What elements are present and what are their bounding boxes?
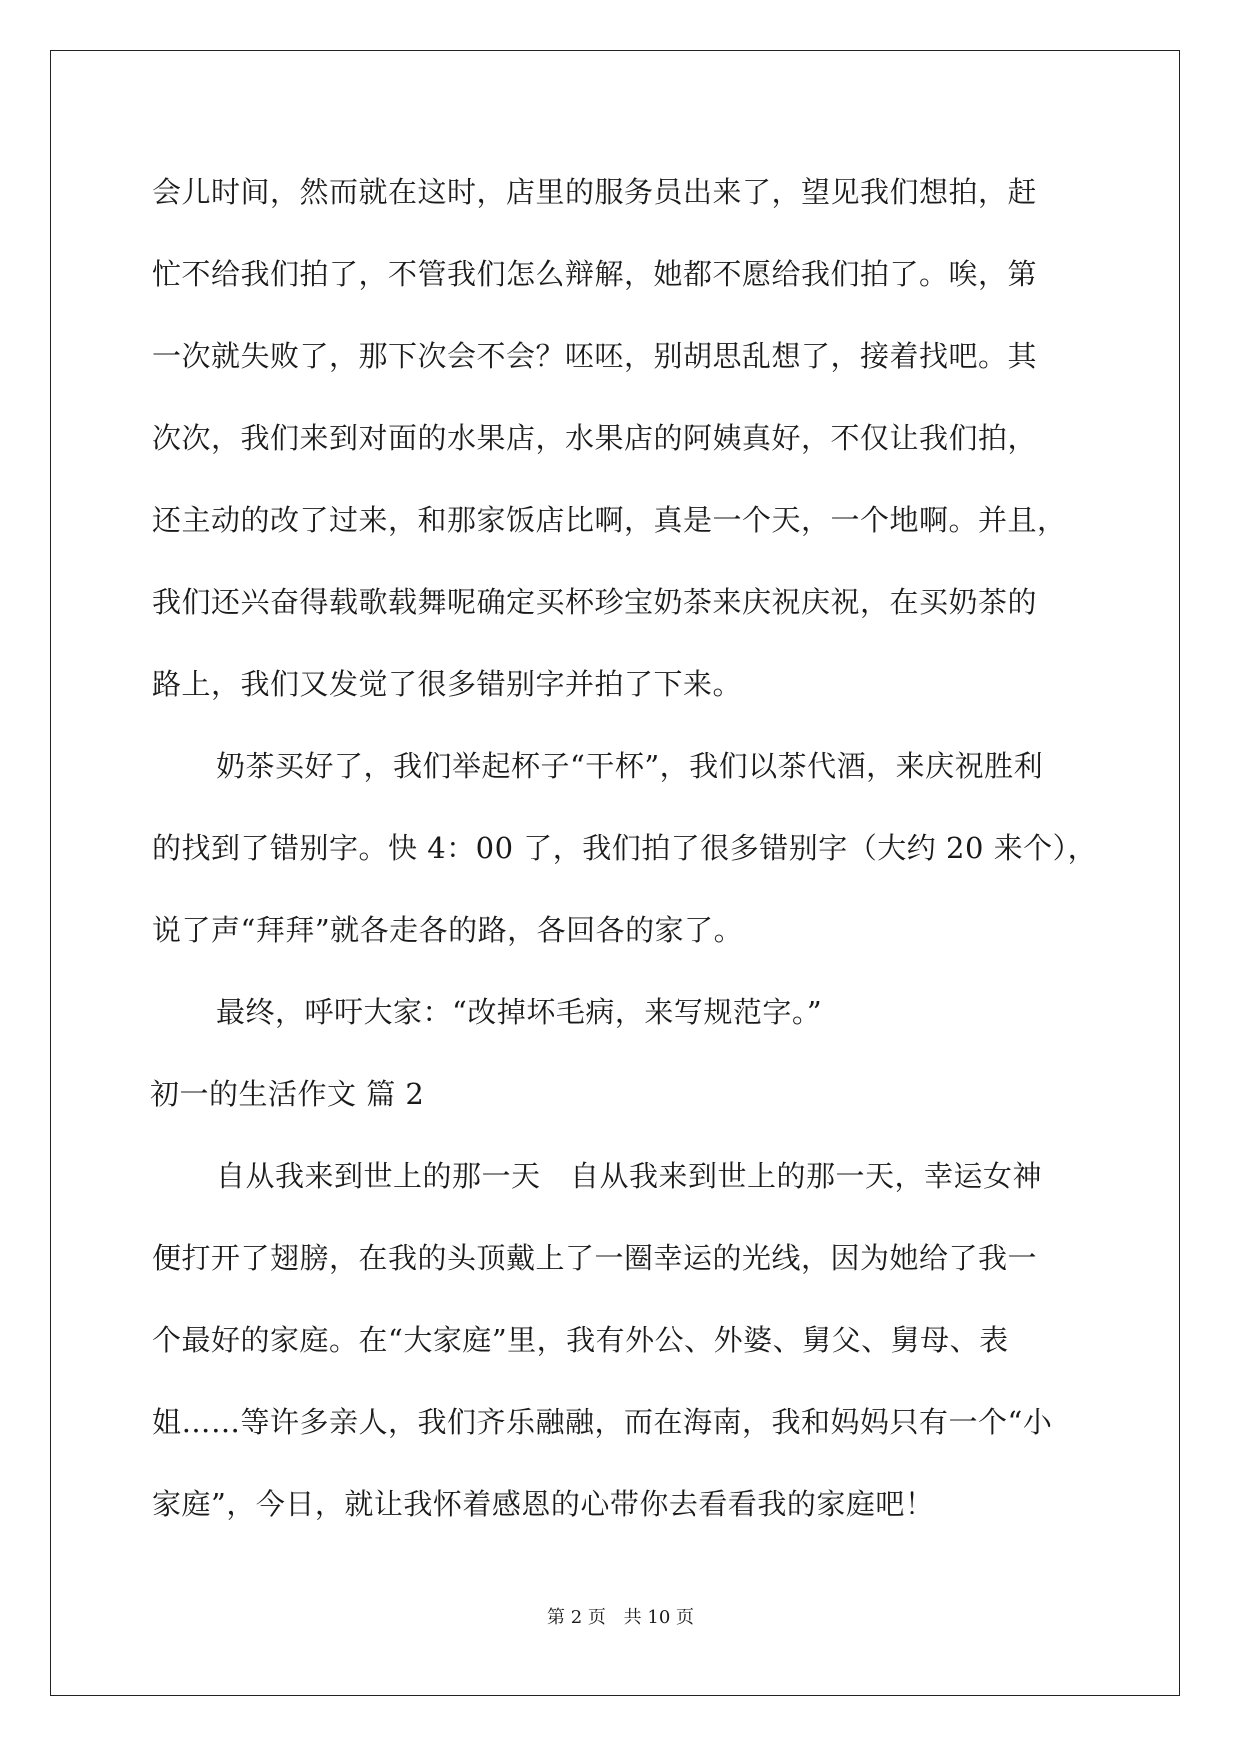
text-line: 个最好的家庭。在“大家庭”里，我有外公、外婆、舅父、舅母、表 bbox=[152, 1323, 1009, 1357]
text-line: 会儿时间，然而就在这时，店里的服务员出来了，望见我们想拍，赶 bbox=[152, 175, 1038, 209]
text-line: 说了声“拜拜”就各走各的路，各回各的家了。 bbox=[152, 913, 744, 947]
text-line: 便打开了翅膀，在我的头顶戴上了一圈幸运的光线，因为她给了我一 bbox=[152, 1241, 1038, 1275]
text-line: 我们还兴奋得载歌载舞呢确定买杯珍宝奶茶来庆祝庆祝，在买奶茶的 bbox=[152, 585, 1038, 619]
text-line: 路上，我们又发觉了很多错别字并拍了下来。 bbox=[152, 667, 743, 701]
text-line: 姐……等许多亲人，我们齐乐融融，而在海南，我和妈妈只有一个“小 bbox=[152, 1405, 1053, 1439]
text-line: 奶茶买好了，我们举起杯子“干杯”，我们以茶代酒，来庆祝胜利 bbox=[216, 749, 1044, 783]
page-total: 共 10 页 bbox=[623, 1607, 694, 1628]
page-footer bbox=[0, 1606, 1241, 1630]
text-line: 还主动的改了过来，和那家饭店比啊，真是一个天，一个地啊。并且， bbox=[152, 503, 1067, 537]
text-line: 自从我来到世上的那一天 自从我来到世上的那一天，幸运女神 bbox=[216, 1159, 1043, 1193]
text-line: 一次就失败了，那下次会不会？呸呸，别胡思乱想了，接着找吧。其 bbox=[152, 339, 1038, 373]
text-line: 的找到了错别字。快 4：00 了，我们拍了很多错别字（大约 20 来个）， bbox=[152, 831, 1098, 865]
section-heading: 初一的生活作文 篇 2 bbox=[150, 1077, 425, 1111]
page-number: 第 2 页 bbox=[547, 1607, 606, 1628]
text-line: 次次，我们来到对面的水果店，水果店的阿姨真好，不仅让我们拍， bbox=[152, 421, 1038, 455]
text-line: 家庭”，今日，就让我怀着感恩的心带你去看看我的家庭吧！ bbox=[152, 1487, 935, 1521]
page-border bbox=[50, 50, 1180, 1696]
text-line: 最终，呼吁大家：“改掉坏毛病，来写规范字。” bbox=[216, 995, 823, 1029]
text-line: 忙不给我们拍了，不管我们怎么辩解，她都不愿给我们拍了。唉，第 bbox=[152, 257, 1038, 291]
